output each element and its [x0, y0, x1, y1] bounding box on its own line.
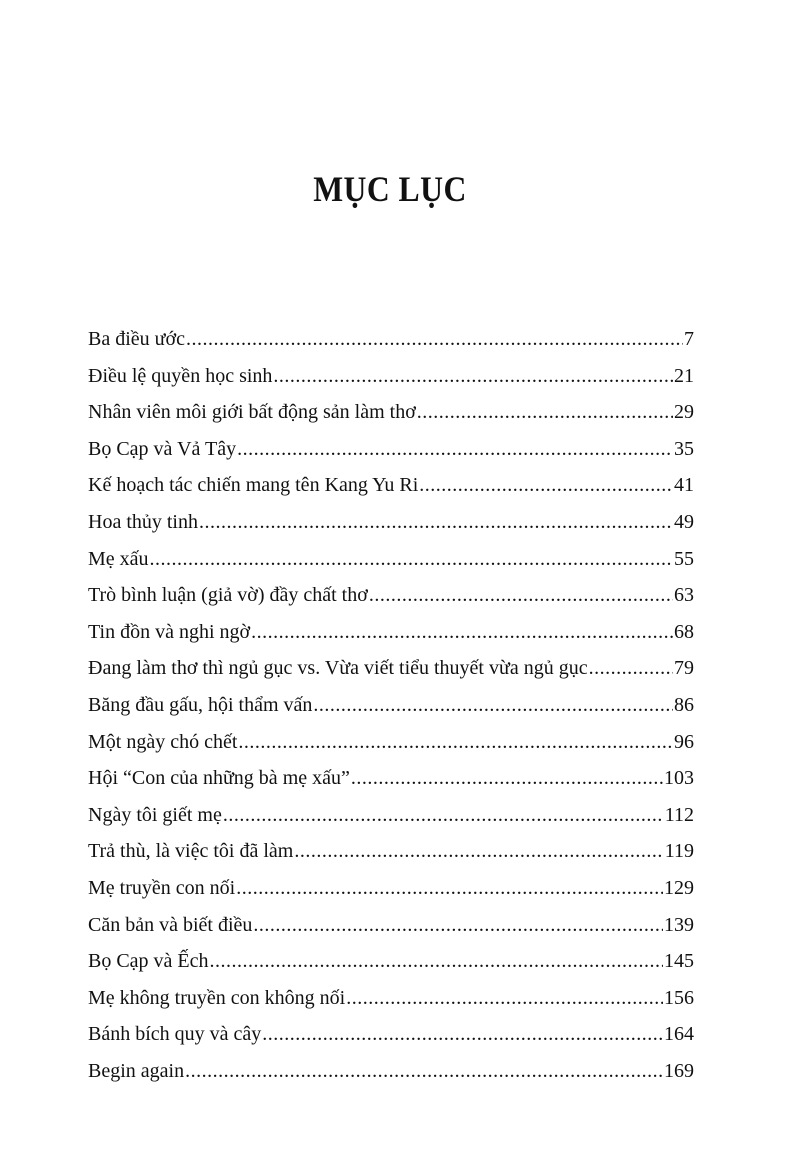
dot-leader — [223, 804, 664, 827]
toc-entry-title: Bọ Cạp và Vả Tây — [88, 437, 237, 460]
dot-leader — [369, 584, 673, 607]
dot-leader — [251, 621, 673, 644]
toc-entry-title: Mẹ xấu — [88, 547, 149, 570]
dot-leader — [150, 548, 673, 571]
toc-entry-title: Trò bình luận (giả vờ) đầy chất thơ — [88, 584, 368, 607]
toc-entry-page-number: 119 — [664, 840, 694, 863]
dot-leader — [186, 328, 683, 351]
toc-entry-title: Băng đầu gấu, hội thẩm vấn — [88, 693, 313, 716]
dot-leader — [351, 767, 663, 790]
toc-entry — [88, 621, 694, 658]
toc-entry-page-number: 164 — [664, 1023, 694, 1046]
toc-entry-page-number: 7 — [684, 328, 694, 350]
dot-leader — [589, 657, 673, 680]
toc-entry-title: Ba điều ước — [88, 328, 185, 350]
toc-entry-page-number: 49 — [674, 510, 694, 533]
toc-entry-page-number: 79 — [674, 657, 694, 680]
dot-leader — [273, 365, 673, 388]
dot-leader — [238, 731, 673, 754]
toc-entry-title: Kế hoạch tác chiến mang tên Kang Yu Ri — [88, 474, 419, 497]
toc-entry — [88, 1060, 694, 1097]
table-of-contents — [88, 328, 694, 1096]
toc-entry-page-number: 169 — [664, 1059, 694, 1082]
toc-entry — [88, 767, 694, 804]
toc-entry — [88, 657, 694, 694]
toc-entry-title: Mẹ truyền con nối — [88, 876, 236, 899]
toc-entry-title: Bọ Cạp và Ếch — [88, 950, 209, 973]
dot-leader — [262, 1023, 663, 1046]
toc-entry — [88, 328, 694, 365]
toc-entry-page-number: 63 — [674, 584, 694, 607]
toc-entry-title: Căn bản và biết điều — [88, 913, 253, 936]
dot-leader — [199, 511, 673, 534]
toc-entry-title: Mẹ không truyền con không nối — [88, 986, 346, 1009]
toc-entry-page-number: 129 — [664, 876, 694, 899]
toc-entry-title: Bánh bích quy và cây — [88, 1023, 262, 1046]
dot-leader — [210, 950, 663, 973]
toc-entry-title: Tin đồn và nghi ngờ — [88, 620, 251, 643]
toc-entry — [88, 365, 694, 402]
toc-entry — [88, 877, 694, 914]
dot-leader — [417, 401, 673, 424]
toc-entry — [88, 840, 694, 877]
toc-entry-page-number: 112 — [664, 803, 694, 826]
toc-entry — [88, 584, 694, 621]
toc-entry — [88, 511, 694, 548]
toc-entry — [88, 950, 694, 987]
dot-leader — [236, 877, 663, 900]
dot-leader — [185, 1060, 663, 1083]
toc-entry — [88, 694, 694, 731]
toc-entry-title: Nhân viên môi giới bất động sản làm thơ — [88, 401, 416, 424]
toc-entry-title: Ngày tôi giết mẹ — [88, 803, 222, 826]
toc-entry-title: Hội “Con của những bà mẹ xấu” — [88, 767, 350, 790]
toc-entry — [88, 914, 694, 951]
toc-entry-title: Hoa thủy tinh — [88, 510, 198, 533]
toc-entry-page-number: 55 — [674, 547, 694, 570]
dot-leader — [237, 438, 673, 461]
toc-entry — [88, 548, 694, 585]
toc-entry-title: Begin again — [88, 1059, 185, 1082]
toc-entry — [88, 1023, 694, 1060]
toc-entry-page-number: 86 — [674, 693, 694, 716]
dot-leader — [294, 840, 663, 863]
dot-leader — [346, 987, 663, 1010]
toc-entry — [88, 731, 694, 768]
toc-entry — [88, 401, 694, 438]
toc-entry-title: Đang làm thơ thì ngủ gục vs. Vừa viết tiểu thuyết vừa ngủ gục — [88, 657, 588, 680]
page-title: MỤC LỤC — [313, 169, 467, 209]
toc-entry — [88, 987, 694, 1024]
toc-entry-page-number: 96 — [674, 730, 694, 753]
toc-entry-page-number: 103 — [664, 767, 694, 790]
toc-entry-page-number: 21 — [674, 364, 694, 387]
toc-entry-page-number: 139 — [664, 913, 694, 936]
toc-entry-page-number: 145 — [664, 950, 694, 973]
dot-leader — [313, 694, 673, 717]
toc-entry — [88, 438, 694, 475]
toc-entry-title: Điều lệ quyền học sinh — [88, 364, 273, 387]
toc-entry — [88, 474, 694, 511]
toc-entry-page-number: 156 — [664, 986, 694, 1009]
toc-entry-title: Một ngày chó chết — [88, 730, 238, 753]
toc-entry-page-number: 29 — [674, 401, 694, 424]
dot-leader — [253, 914, 663, 937]
toc-entry-page-number: 35 — [674, 437, 694, 460]
toc-entry-page-number: 41 — [674, 474, 694, 497]
toc-entry-title: Trả thù, là việc tôi đã làm — [88, 840, 294, 863]
dot-leader — [419, 474, 673, 497]
toc-entry-page-number: 68 — [674, 620, 694, 643]
toc-entry — [88, 804, 694, 841]
